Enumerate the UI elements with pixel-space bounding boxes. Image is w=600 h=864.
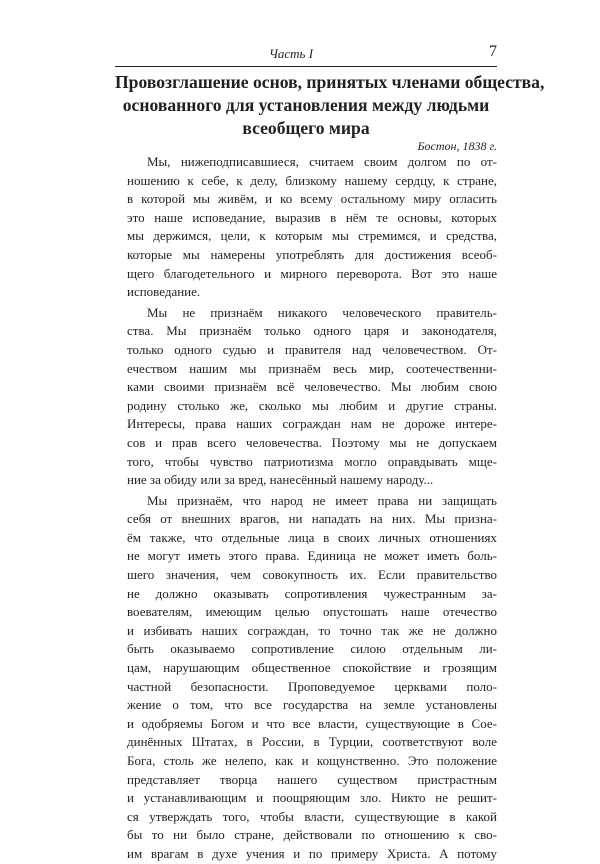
paragraph: [127, 304, 497, 490]
text-line: сов и прав всего человечества. Поэтому мы не допускаем: [127, 434, 497, 450]
text-line: ся утверждать того, чтобы власти, существующие в какой: [127, 808, 497, 824]
text-line: им врагам в духе учения и по примеру Христа. А потому: [127, 845, 497, 861]
part-label: Часть I: [268, 46, 314, 61]
title-line: основанного для установления между людьми: [122, 95, 490, 115]
text-line: жение о том, что все государства на земле установлены: [127, 697, 497, 713]
text-line: того, чтобы чувство патриотизма могло оправдывать мще-: [127, 453, 497, 469]
text-line: ечеством нашим мы признаём весь мир, соотечественни-: [127, 360, 497, 376]
text-line: Мы признаём, что народ не имеет права ни защищать: [147, 492, 497, 508]
text-line: воевателям, имеющим целью опустошать наше отечество: [127, 604, 497, 620]
text-line: представляет творца нашего существом пристрастным: [127, 771, 497, 787]
text-line: частной безопасности. Проповедуемое церквами поло-: [127, 678, 497, 694]
text-line: и избивать наших сограждан, то точно так же не должно: [127, 622, 497, 638]
text-line: и одобряемы Богом и что все власти, существующие в Сое-: [127, 715, 497, 731]
text-line: Бога, столь же нелепо, как и кощунственно. Это положение: [127, 753, 497, 768]
text-line: ние за обиду или за вред, нанесённый нашему народу...: [127, 472, 434, 488]
header-rule: [115, 66, 497, 67]
page-number: 7: [489, 43, 497, 60]
text-line: цам, нарушающим общественное спокойствие и грозящим: [127, 660, 497, 676]
text-line: ками своими признаём всё человечество. Мы любим свою: [127, 379, 497, 395]
dateline: Бостон, 1838 г.: [417, 139, 497, 153]
text-line: ства. Мы признаём только одного царя и законодателя,: [127, 323, 497, 339]
text-line: которые мы намерены употреблять для достижения всеоб-: [127, 246, 497, 262]
title-line: Провозглашение основ, принятых членами общества,: [115, 72, 545, 92]
running-head: [115, 44, 497, 64]
chapter-title: [115, 71, 545, 140]
text-line: Интересы, права наших сограждан нам не дороже интере-: [127, 416, 497, 432]
paragraph: [127, 492, 497, 864]
text-line: динённых Штатах, в России, в Турции, соответствуют воле: [127, 734, 497, 750]
text-line: в которой мы живём, и ко всему остальному миру огласить: [127, 191, 497, 207]
title-line: всеобщего мира: [242, 118, 370, 138]
text-line: Мы, нижеподписавшиеся, считаем своим долгом по от-: [147, 154, 497, 169]
text-line: исповедание.: [127, 284, 201, 300]
text-line: и устанавливающим и поощряющим зло. Никто не решит-: [127, 790, 497, 806]
text-line: ношению к себе, к делу, близкому нашему сердцу, к стране,: [127, 172, 497, 188]
text-line: быть оказываемо сопротивление силою отдельным ли-: [127, 641, 497, 657]
text-line: щего благодетельного и мирного переворота. Вот это наше: [127, 265, 497, 281]
text-line: мы держимся, цели, к которым мы стремимся, и средства,: [127, 228, 497, 244]
text-line: не должно оказывать сопротивления чужестранным за-: [127, 585, 497, 601]
text-line: родину столько же, сколько мы любим и другие страны.: [127, 397, 497, 413]
paragraph: [127, 153, 497, 302]
text-line: шего значения, чем совокупность их. Если правительство: [127, 567, 497, 583]
text-line: ём также, что отдельные лица в своих личных отношениях: [127, 529, 497, 545]
text-line: Мы не признаём никакого человеческого правитель-: [147, 304, 497, 320]
text-line: только одного судью и правителя над человечеством. От-: [127, 341, 497, 357]
text-line: бы то ни было стране, действовали по отношению к сво-: [127, 827, 497, 843]
text-line: себя от внешних врагов, ни нападать на них. Мы призна-: [127, 511, 497, 527]
body-text: [127, 153, 497, 864]
text-line: не могут иметь этого права. Единица не может иметь боль-: [127, 548, 497, 564]
text-line: это наше исповедание, выразив в нём те основы, которых: [127, 209, 497, 225]
